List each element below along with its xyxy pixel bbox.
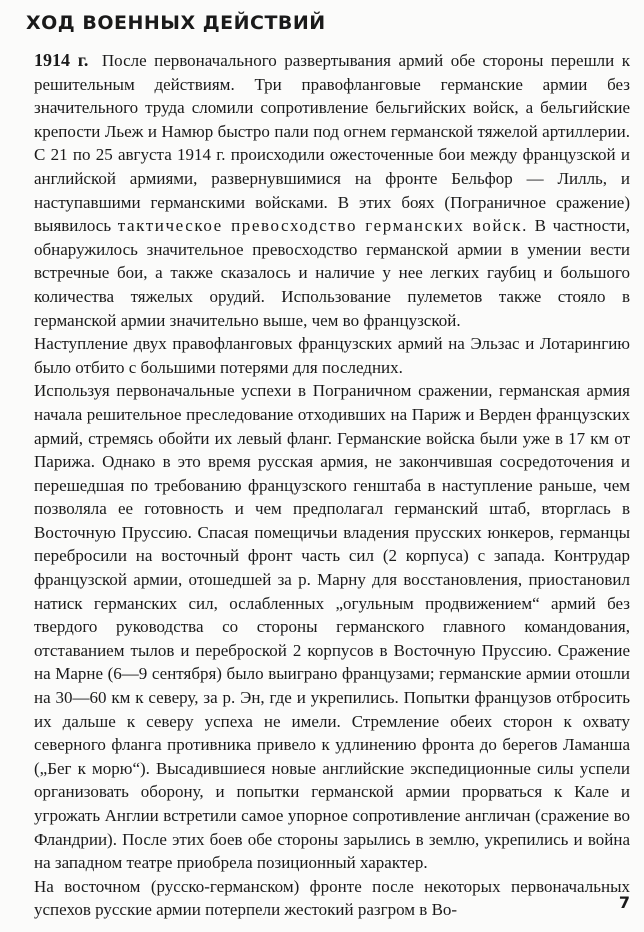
page-number: 7 [618,893,630,912]
paragraph-text: В частности, обнаружилось значительное превосходство германской армии в умении вести встречные бои, а также сказалось и наличие у нее легких гаубиц и большого количества тяжелых орудий. Использование пулеметов также стояло в германской армии значительно выше, чем во французской. [34,216,631,330]
section-heading: ХОД ВОЕННЫХ ДЕЙСТВИЙ [26,12,326,34]
year-label: 1914 г. [34,50,89,70]
paragraph-alsace: Наступление двух правофланговых французских армий на Эльзас и Лотарингию было отбито с большими потерями для последних. [34,334,630,377]
paragraph-eastern-front: На восточном (русско-германском) фронте после некоторых первоначальных успехов русские армии потерпели жестокий разгром в Во- [34,876,630,920]
body-text [34,49,630,922]
spaced-emphasis: тактическое превосходство германских войск. [117,216,528,236]
paragraph-text: После первоначального развертывания армий обе стороны перешли к решительным действиям. Три правофланговые германские армии без значительного труда сломили сопротивление бельгийских войск, а бельгийские крепости Льеж и Намюр быстро пали под огнем германской тяжелой артиллерии. С 21 по 25 августа 1914 г. происходили ожесточенные бои между французской и английской армиями, развернувшимися на фронте Бельфор — Лилль, и наступавшими германскими войсками. В этих боях (Пограничное сражение) выявилось [34,51,630,236]
paragraph-marne: Используя первоначальные успехи в Пограничном сражении, германская армия начала решительное преследование отходивших на Париж и Верден французских армий, стремясь обойти их левый фланг. Германские войска были уже в 17 км от Парижа. Однако в это время русская армия, не закончившая сосредоточения и перешедшая по требованию французского генштаба в наступление раньше, чем позволяла ее готовность и чем предполагал германский штаб, вторглась в Восточную Пруссию. Спасая помещичьи владения прусских юнкеров, германцы перебросили на восточный фронт часть сил (2 корпуса) с запада. Контрудар французской армии, отошедшей за р. Марну для восстановления, приостановил натиск германских сил, ослабленных „огульным продвижением“ армий без твердого руководства со стороны германского главного командования, отставанием тылов и переброской 2 корпусов в Восточную Пруссию. Сражение на Марне (6—9 сентября) было выиграно французами; германские армии отошли на 30—60 км к северу, за р. Эн, где и укрепились. Попытки французов отбросить их дальше к северу успеха не имели. Стремление обеих сторон к охвату северного фланга противника привело к удлинению фронта до берегов Ламанша („Бег к морю“). Высадившиеся новые английские экспедиционные силы успели организовать оборону, и попытки германской армии прорваться к Кале и угрожать Англии встретили самое упорное сопротивление англичан (сражение во Фландрии). После этих боев обе стороны зарылись в землю, укрепились и война на западном театре приобрела позиционный характер. [34,381,630,873]
paragraph-1914 [34,49,630,332]
